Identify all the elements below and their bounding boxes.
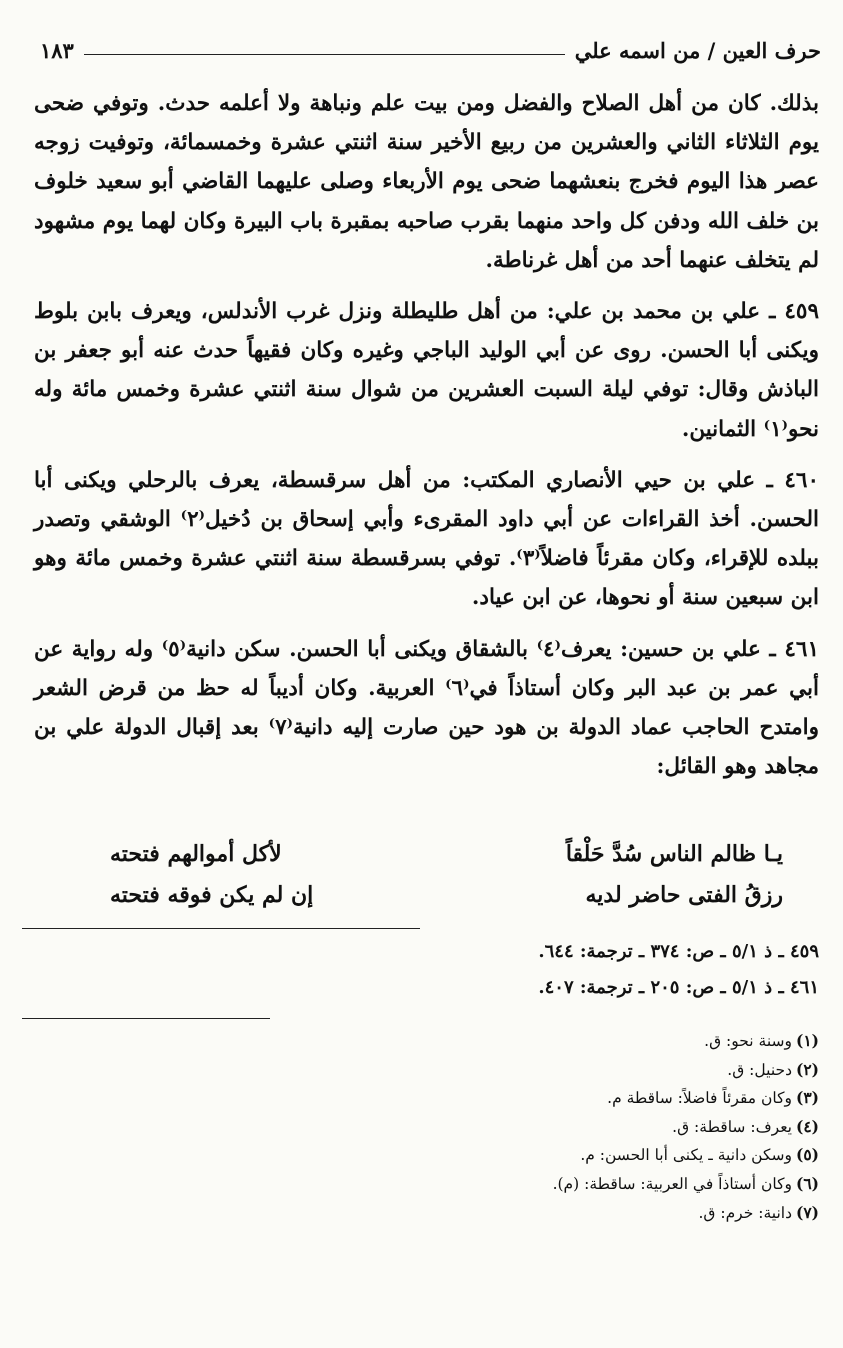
footnote-text: وسنة نحو: ق.: [704, 1032, 792, 1050]
source-references: [22, 934, 819, 1006]
page-number: ١٨٣: [40, 37, 74, 63]
footnote: [22, 1141, 819, 1170]
page-header: [40, 30, 821, 70]
footnote-number: (٢): [795, 1059, 819, 1079]
header-rule: [84, 54, 565, 55]
poem: [110, 834, 783, 916]
hemistich-first: رزقُ الفتى حاضر لديه: [585, 882, 783, 908]
reference-line: ٤٦١ ـ ذ ٥/١ ـ ص: ٢٠٥ ـ ترجمة: ٤٠٧.: [538, 977, 819, 998]
footnote: [22, 1170, 819, 1199]
footnote-number: (٣): [795, 1088, 819, 1108]
footnote: [22, 1084, 819, 1113]
reference-line: ٤٥٩ ـ ذ ٥/١ ـ ص: ٣٧٤ ـ ترجمة: ٦٤٤.: [538, 941, 819, 962]
footnote-number: (٤): [795, 1116, 819, 1136]
entry-461: ٤٦١ ـ علي بن حسين: يعرف⁽٤⁾ بالشقاق ويكنى أبا الحسن. سكن دانية⁽٥⁾ وله رواية عن أبي عمر بن عبد البر وكان أستاذاً في⁽٦⁾ العربية. وكان أديباً له حظ من قرض الشعر وامتدح الحاجب عماد الدولة بن هود حين صارت إليه دانية⁽٧⁾ بعد إقبال الدولة علي بن مجاهد وهو القائل:: [34, 636, 820, 780]
main-text: [34, 84, 819, 798]
footnotes: [22, 1027, 819, 1227]
footnote-text: وكان مقرئاً فاضلاً: ساقطة م.: [607, 1089, 792, 1108]
footnote: [22, 1027, 819, 1056]
footnote-number: (٦): [795, 1173, 819, 1193]
footnote-number: (٧): [795, 1202, 819, 1222]
footnote-text: دانية: خرم: ق.: [698, 1203, 792, 1222]
footnote-text: وكان أستاذاً في العربية: ساقطة: (م).: [552, 1174, 792, 1193]
footnote: [22, 1199, 819, 1228]
hemistich-second: لأكل أموالهم فتحته: [110, 841, 282, 867]
hemistich-first: يـا ظالم الناس سُدَّ حَلْقاً: [565, 841, 783, 867]
entry-460: ٤٦٠ ـ علي بن حيي الأنصاري المكتب: من أهل سرقسطة، يعرف بالرحلي ويكنى أبا الحسن. أخذ القراءات عن أبي داود المقرىء وأبي إسحاق بن دُخيل⁽٢⁾ الوشقي وتصدر ببلده للإقراء، وكان مقرئاً فاضلاً⁽٣⁾. توفي بسرقسطة سنة اثنتي عشرة وخمس مائة وهو ابن سبعين سنة أو نحوها، عن ابن عياد.: [34, 467, 819, 611]
footnote-text: يعرف: ساقطة: ق.: [672, 1117, 792, 1136]
footnote-number: (٥): [795, 1145, 819, 1165]
footnote: [22, 1056, 819, 1085]
paragraph-continuation: بذلك. كان من أهل الصلاح والفضل ومن بيت علم ونباهة ولا أعلمه حدث. وتوفي ضحى يوم الثلاثاء الثاني والعشرين من ربيع الأخير سنة اثنتي عشرة وخمسمائة، وتوفيت زوجه عصر هذا اليوم فخرج بنعشهما ضحى يوم الأربعاء وصلى عليهما القاضي أبو سعيد خلوف بن خلف الله ودفن كل واحد منهما بقرب صاحبه بمقبرة باب البيرة وكان لهما يوم مشهود لم يتخلف عنهما أحد من أهل غرناطة.: [34, 91, 819, 273]
footnote-text: دحنيل: ق.: [727, 1060, 792, 1079]
running-title: حرف العين / من اسمه علي: [574, 37, 821, 63]
footnote-number: (١): [795, 1031, 819, 1050]
footnote-text: وسكن دانية ـ يكنى أبا الحسن: م.: [580, 1146, 792, 1165]
poem-verse: [110, 875, 783, 916]
hemistich-second: إن لم يكن فوقه فتحته: [110, 882, 314, 908]
footnote: [22, 1113, 819, 1142]
entry-459: ٤٥٩ ـ علي بن محمد بن علي: من أهل طليطلة ونزل غرب الأندلس، ويعرف بابن بلوط ويكنى أبا الحسن. روى عن أبي الوليد الباجي وغيره وكان فقيهاً حدث عنه أبو جعفر بن الباذش وقال: توفي ليلة السبت العشرين من شوال سنة اثنتي عشرة وخمس مائة وله نحو⁽١⁾ الثمانين.: [34, 299, 819, 442]
references-divider: [22, 928, 420, 929]
footnotes-divider: [22, 1018, 270, 1019]
poem-verse: [110, 834, 783, 875]
